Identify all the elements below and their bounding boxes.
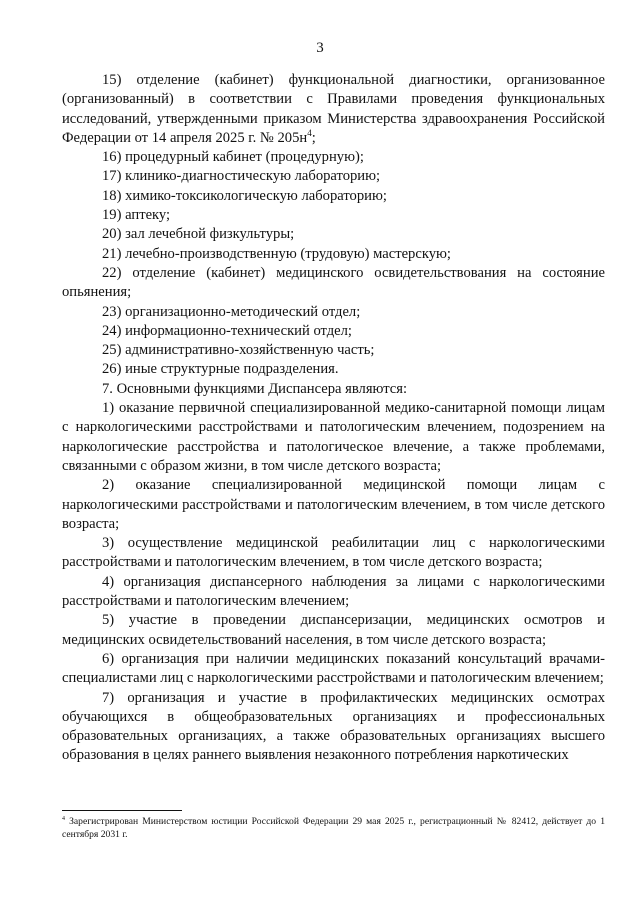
list-item-19: 19) аптеку; xyxy=(102,207,171,224)
list-item-15 xyxy=(62,71,605,148)
list-item-16: 16) процедурный кабинет (процедурную); xyxy=(102,149,364,166)
footnote-reference: 4 xyxy=(307,128,312,139)
list-item-20: 20) зал лечебной физкультуры; xyxy=(102,226,295,243)
footnote xyxy=(62,815,605,841)
list-item-23: 23) организационно-методический отдел; xyxy=(102,303,361,320)
function-item-6: 6) организация при наличии медицинских показаний консультаций врачами-специалистами лиц с наркологическими расстройствами и патологическим влечением; xyxy=(62,650,605,687)
list-item-17: 17) клинико-диагностическую лабораторию; xyxy=(102,168,381,185)
page-number: 3 xyxy=(316,40,324,56)
list-item-26: 26) иные структурные подразделения. xyxy=(102,361,339,378)
function-item-3: 3) осуществление медицинской реабилитации лиц с наркологическими расстройствами и патологическим влечением, в том числе детского возраста; xyxy=(62,535,605,571)
list-item-25: 25) административно-хозяйственную часть; xyxy=(102,342,375,359)
paragraph-punctuation: ; xyxy=(311,129,316,146)
function-item-5: 5) участие в проведении диспансеризации, медицинских осмотров и медицинских освидетельствований населения, в том числе детского возраста; xyxy=(62,612,605,648)
list-item-24: 24) информационно-технический отдел; xyxy=(102,322,352,339)
footnote-divider xyxy=(62,810,182,811)
section-heading-7: 7. Основными функциями Диспансера являются: xyxy=(102,380,408,397)
footnote-marker: 4 xyxy=(62,815,65,822)
function-item-4: 4) организация диспансерного наблюдения за лицами с наркологическими расстройствами и патологическим влечением; xyxy=(62,573,605,610)
footnote-text: Зарегистрирован Министерством юстиции Российской Федерации 29 мая 2025 г., регистрационный № 82412, действует до 1 сентября 2031 г. xyxy=(62,816,605,840)
list-item-18: 18) химико-токсикологическую лабораторию; xyxy=(102,187,387,204)
function-item-2: 2) оказание специализированной медицинской помощи лицам с наркологическими расстройствами и патологическим влечением, в том числе детского возраста; xyxy=(62,477,605,532)
list-item-21: 21) лечебно-производственную (трудовую) мастерскую; xyxy=(102,245,451,262)
list-item-22: 22) отделение (кабинет) медицинского освидетельствования на состояние опьянения; xyxy=(62,264,605,301)
paragraph-text: 15) отделение (кабинет) функциональной диагностики, организованное (организованный) в соответствии с Правилами проведения функциональных исследований, утвержденными приказом Министерства здравоохранения Российской Федерации от 14 апреля 2025 г. № 205н xyxy=(62,72,605,146)
function-item-1: 1) оказание первичной специализированной медико-санитарной помощи лицам с наркологическими расстройствами и патологическим влечением, подозрением на наркологические расстройства и патологическое влечение, а также проблемами, связанными с образом жизни, в том числе детского возраста; xyxy=(62,400,605,474)
function-item-7: 7) организация и участие в профилактических медицинских осмотрах обучающихся в общеобразовательных организациях и профессиональных образовательных организациях, а также образовательных организациях высшего образования в целях раннего выявления незаконного потребления наркотических xyxy=(62,689,605,764)
document-body xyxy=(62,71,605,766)
